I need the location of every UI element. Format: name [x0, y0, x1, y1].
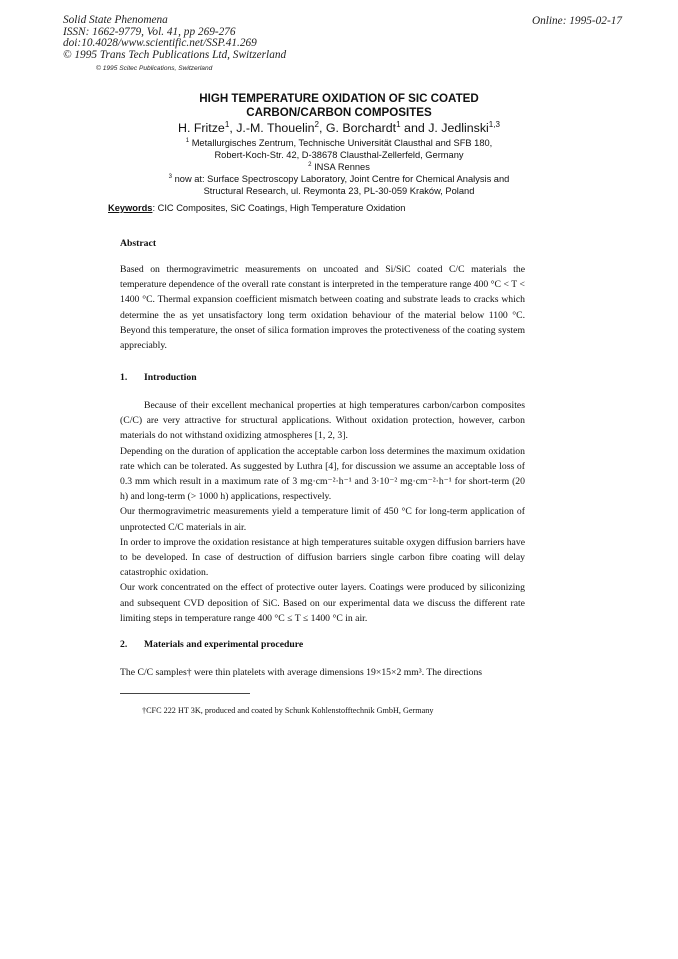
affiliation-3-line1: $^3$ now at: Surface Spectroscopy Laboratory, Joint Centre for Chemical Analysis and: [168, 173, 510, 184]
author-affiliation-mark: 1: [396, 119, 401, 129]
footnote-divider: [120, 693, 250, 694]
affiliation-1-line1: $^1$ Metallurgisches Zentrum, Technische Universität Clausthal and SFB 180,: [185, 137, 493, 148]
author-list: H. Fritze$^1$, J.-M. Thouelin$^2$, G. Borchardt$^1$ and J. Jedlinski$^{1,3}$: [178, 119, 500, 135]
author-conjunction: and: [404, 121, 425, 135]
keywords: [108, 203, 405, 213]
author-name: G. Borchardt: [325, 121, 397, 135]
section-title: Introduction: [144, 372, 197, 383]
author-affiliation-mark: 2: [314, 119, 319, 129]
abstract-paragraph: Based on thermogravimetric measurements on uncoated and Si/SiC coated C/C materials the temperature dependence of the overall rate constant is interpreted in the temperature range 400 °C < T < 1400 °C. Thermal expansion coefficient mismatch between coating and substrate leads to cracks which determine the as yet unsatisfactory long term oxidation behaviour of the material below 1100 °C. Beyond this temperature, the onset of silica formation improves the protectiveness of the coating system appreciably.: [120, 264, 525, 352]
abstract-body: [120, 262, 525, 353]
paragraph: In order to improve the oxidation resistance at high temperatures suitable oxygen diffusion barriers have to be developed. In case of destruction of diffusion barriers single carbon fibre coating will delay catastrophic oxidation.: [120, 536, 525, 579]
footnote: †CFC 222 HT 3K, produced and coated by Schunk Kohlenstofftechnik GmbH, Germany: [142, 706, 434, 715]
paper-title-line2: CARBON/CARBON COMPOSITES: [246, 106, 432, 119]
paper-title-line1: HIGH TEMPERATURE OXIDATION OF SIC COATED: [199, 92, 479, 105]
author-name: J. Jedlinski: [428, 121, 489, 135]
journal-name: Solid State Phenomena: [63, 14, 168, 26]
affiliation-mark: 1: [185, 137, 190, 144]
paragraph: Because of their excellent mechanical properties at high temperatures carbon/carbon composites (C/C) are very attractive for structural applications. Without oxidation protection, however, carbon materials do not withstand oxidizing atmospheres [1, 2, 3].: [120, 400, 525, 442]
author-affiliation-mark: 1: [224, 119, 230, 129]
copyright-line: © 1995 Trans Tech Publications Ltd, Switzerland: [63, 48, 287, 61]
paragraph: Depending on the duration of application the acceptable carbon loss determines the maximum oxidation rate which can be tolerated. As suggested by Luthra [4], for discussion we assume an acceptable loss of 0.3 mm which result in a maximum rate of 3 mg·cm⁻²·h⁻¹ and 3·10⁻² mg·cm⁻²·h⁻¹ for short-term (20 h) and long-term (> 1000 h) applications, respectively.: [120, 445, 525, 503]
author-name: H. Fritze: [178, 121, 225, 135]
paragraph: Our thermogravimetric measurements yield a temperature limit of 450 °C for long-term application of unprotected C/C materials in air.: [120, 506, 525, 533]
online-date: Online: 1995-02-17: [531, 15, 622, 27]
abstract-heading: Abstract: [120, 238, 157, 249]
affiliation-mark: 2: [308, 161, 312, 168]
section-1-heading: [120, 372, 197, 383]
section-number: 2.: [120, 639, 128, 650]
issn-line: ISSN: 1662-9779, Vol. 41, pp 269-276: [63, 25, 236, 38]
affiliation-mark: 3: [168, 173, 173, 180]
section-2-body: [120, 665, 525, 680]
section-2-heading: [120, 639, 303, 650]
affiliation-3-line2: Structural Research, ul. Reymonta 23, PL-30-059 Kraków, Poland: [203, 186, 475, 196]
section-title: Materials and experimental procedure: [144, 639, 304, 650]
doi-link[interactable]: doi:10.4028/www.scientific.net/SSP.41.269: [63, 37, 257, 50]
section-1-body: [120, 398, 525, 626]
affiliation-2: $^2$ INSA Rennes: [308, 161, 370, 172]
author-name: J.-M. Thouelin: [236, 121, 315, 135]
paragraph: The C/C samples† were thin platelets with average dimensions 19×15×2 mm³. The directions: [120, 667, 483, 678]
copyright-small: © 1995 Scitec Publications, Switzerland: [96, 65, 213, 72]
section-number: 1.: [120, 372, 128, 383]
affiliation-1-line2: Robert-Koch-Str. 42, D-38678 Clausthal-Zellerfeld, Germany: [214, 150, 464, 160]
journal-metadata: [63, 15, 286, 61]
keywords-label: Keywords: [108, 203, 153, 213]
author-affiliation-mark: 1,3: [488, 119, 500, 129]
paragraph: Our work concentrated on the effect of protective outer layers. Coatings were produced by siliconizing and subsequent CVD deposition of SiC. Based on our experimental data we discuss the different rate limiting steps in temperature range 400 °C ≤ T ≤ 1400 °C in air.: [120, 582, 525, 624]
keywords-text: : CIC Composites, SiC Coatings, High Temperature Oxidation: [152, 203, 406, 213]
